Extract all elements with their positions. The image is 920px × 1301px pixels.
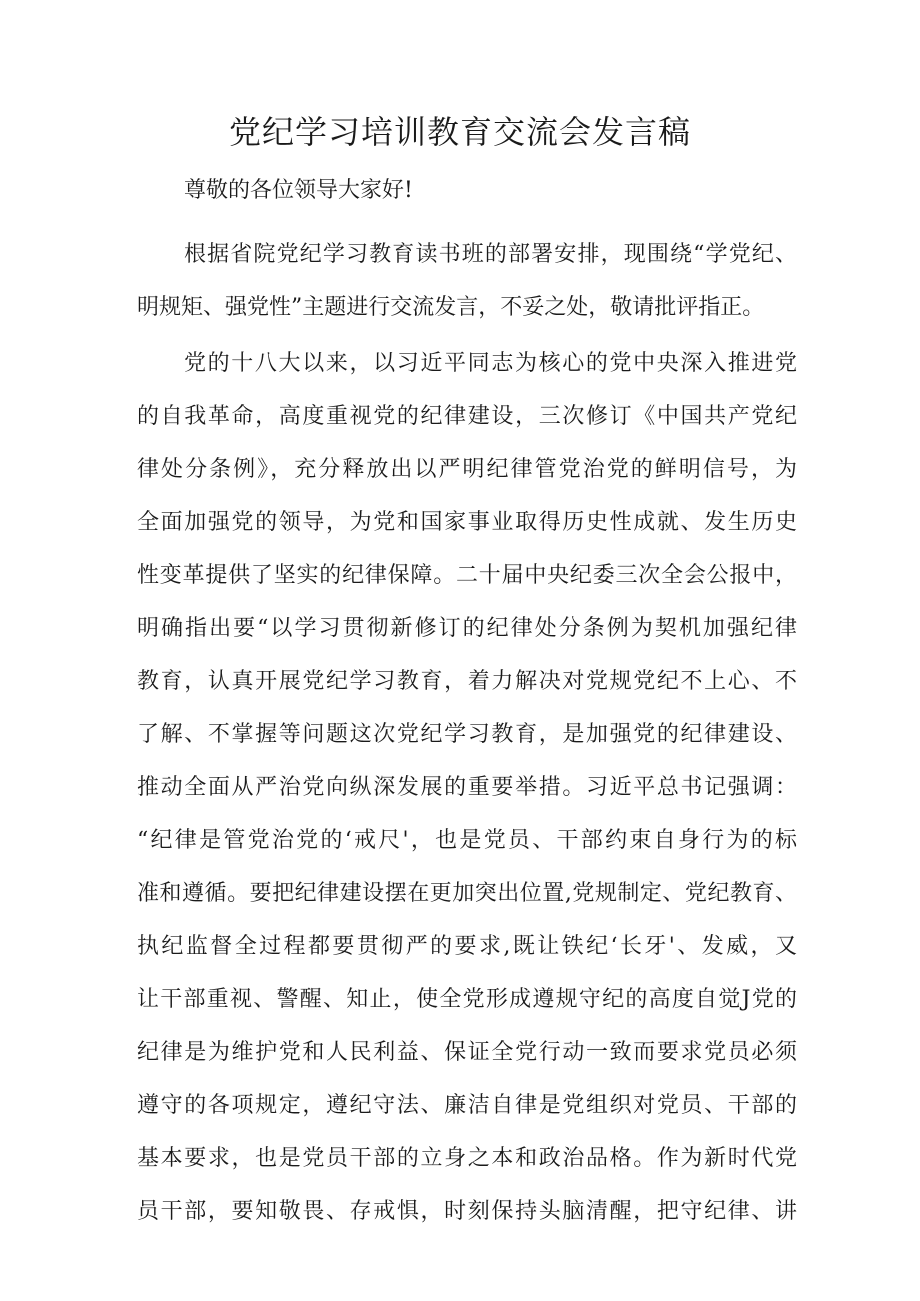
paragraph-line: 员干部，要知敬畏、存戒惧，时刻保持头脑清醒，把守纪律、讲 bbox=[137, 1199, 797, 1224]
paragraph-line: 准和遵循。要把纪律建设摆在更加突出位置,党规制定、党纪教育、 bbox=[137, 881, 797, 906]
paragraph-line: 全面加强党的领导，为党和国家事业取得历史性成就、发生历史 bbox=[137, 510, 797, 535]
paragraph-line: 党的十八大以来，以习近平同志为核心的党中央深入推进党 bbox=[184, 351, 797, 376]
paragraph-line: 纪律是为维护党和人民利益、保证全党行动一致而要求党员必须 bbox=[137, 1040, 797, 1065]
paragraph-line: 律处分条例》，充分释放出以严明纪律管党治党的鲜明信号，为 bbox=[137, 457, 797, 482]
paragraph-line: 的自我革命，高度重视党的纪律建设，三次修订《中国共产党纪 bbox=[137, 404, 797, 429]
paragraph-line: 明规矩、强党性”主题进行交流发言，不妥之处，敬请批评指正。 bbox=[137, 295, 765, 320]
document-title: 党纪学习培训教育交流会发言稿 bbox=[228, 113, 691, 151]
paragraph-line: 遵守的各项规定，遵纪守法、廉洁自律是党组织对党员、干部的 bbox=[137, 1093, 797, 1118]
paragraph-line: 了解、不掌握等问题这次党纪学习教育，是加强党的纪律建设、 bbox=[137, 722, 797, 747]
paragraph-line: 推动全面从严治党向纵深发展的重要举措。习近平总书记强调： bbox=[137, 775, 797, 800]
greeting-line: 尊敬的各位领导大家好! bbox=[184, 178, 413, 203]
paragraph-line: 让干部重视、警醒、知止，使全党形成遵规守纪的高度自觉J党的 bbox=[137, 987, 797, 1012]
paragraph-line: 明确指出要“以学习贯彻新修订的纪律处分条例为契机加强纪律 bbox=[137, 616, 797, 641]
paragraph-line: 基本要求，也是党员干部的立身之本和政治品格。作为新时代党 bbox=[137, 1146, 797, 1171]
paragraph-line: 教育，认真开展党纪学习教育，着力解决对党规党纪不上心、不 bbox=[137, 669, 797, 694]
paragraph-line: 执纪监督全过程都要贯彻严的要求,既让铁纪‘长牙'、发威，又 bbox=[137, 934, 797, 959]
paragraph-line: “纪律是管党治党的‘戒尺'，也是党员、干部约束自身行为的标 bbox=[137, 828, 797, 853]
paragraph-line: 根据省院党纪学习教育读书班的部署安排，现围绕“学党纪、 bbox=[184, 242, 797, 267]
paragraph-line: 性变革提供了坚实的纪律保障。二十届中央纪委三次全会公报中， bbox=[137, 563, 797, 588]
